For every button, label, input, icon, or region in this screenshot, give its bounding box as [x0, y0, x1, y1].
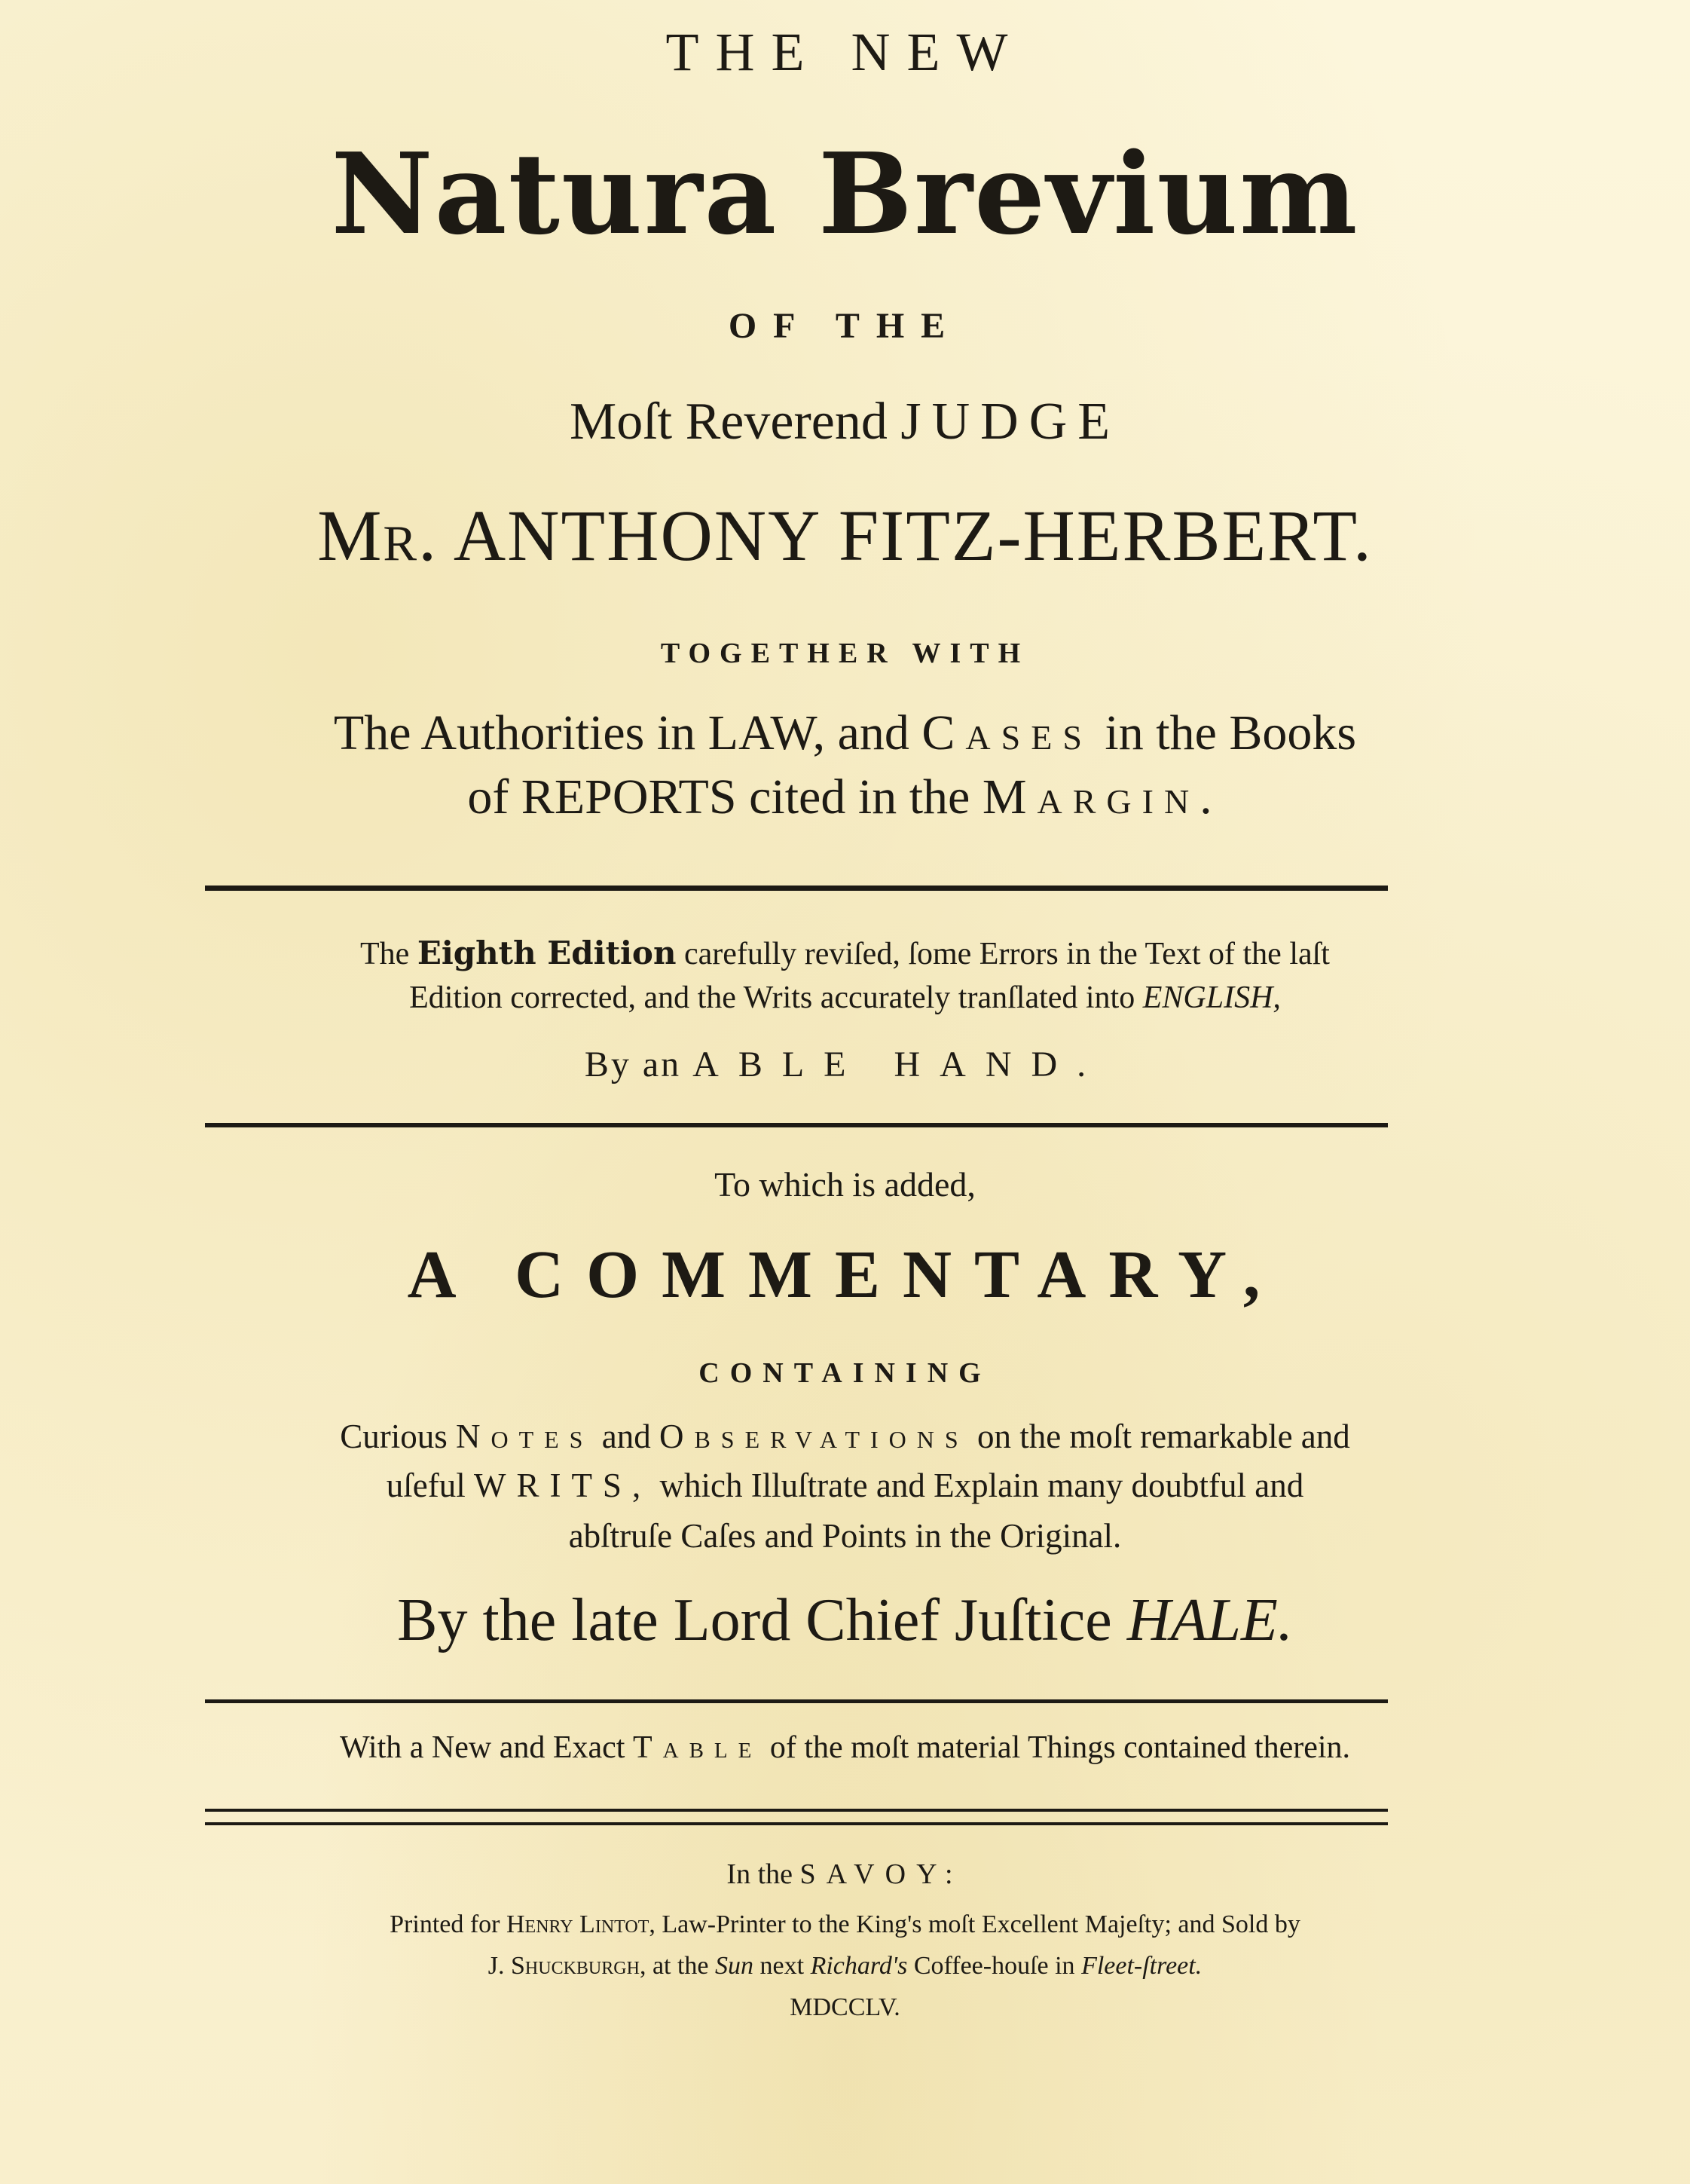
english-text: ENGLISH,	[1142, 980, 1281, 1015]
and-text-2: and	[601, 1418, 651, 1455]
sun-text: Sun	[715, 1952, 754, 1980]
next-text: next	[759, 1952, 805, 1980]
fleet-street-text: Fleet-ſtreet.	[1081, 1952, 1203, 1980]
abstruse-line: abſtruſe Caſes and Points in the Original.	[568, 1517, 1122, 1555]
table-line	[0, 1730, 1690, 1766]
title-natura-brevium: Natura Brevium	[331, 128, 1359, 259]
printed-for-text: Printed for	[390, 1910, 500, 1938]
useful-text: uſeful	[386, 1467, 466, 1504]
able-hand-line	[0, 1044, 1690, 1085]
lord-chief-justice-text: By the late Lord Chief Juſtice	[397, 1587, 1112, 1653]
title-of-the: OF THE	[728, 306, 962, 346]
margin-text: Margin.	[982, 769, 1223, 824]
books-text: in the Books	[1105, 705, 1357, 760]
translated-line	[0, 980, 1690, 1016]
writs-text: WRITS,	[473, 1467, 652, 1504]
remarkable-text: on the moſt remarkable and	[976, 1418, 1350, 1455]
authorities-line	[0, 705, 1690, 762]
table-text: Table	[632, 1730, 762, 1765]
authorities-text: The Authorities in	[333, 705, 696, 760]
shuckburgh-text: Shuckburgh,	[511, 1952, 646, 1980]
containing: CONTAINING	[698, 1357, 992, 1389]
illustrate-text: which Illuſtrate and Explain many doubtful and	[659, 1467, 1304, 1504]
sold-by-line	[0, 1952, 1690, 1981]
most-reverend-text: Moſt Reverend	[569, 393, 888, 451]
writs-line	[0, 1466, 1690, 1505]
richards-text: Richard's	[810, 1952, 908, 1980]
able-hand-text: ABLE HAND.	[692, 1045, 1106, 1084]
j-text: J.	[487, 1952, 505, 1980]
lintot-text: Henry Lintot,	[506, 1910, 656, 1938]
reports-line	[0, 769, 1690, 826]
in-the-text: In the	[726, 1858, 793, 1890]
coffee-house-text: Coffee-houſe in	[913, 1952, 1075, 1980]
hale-text: HALE.	[1126, 1587, 1293, 1653]
corrected-text: Edition corrected, and the Writs accurately tranſlated into	[409, 980, 1135, 1015]
rule-1	[205, 886, 1388, 891]
new-exact-text: With a New and Exact	[339, 1730, 625, 1765]
at-the-text: at the	[652, 1952, 709, 1980]
notes-line	[0, 1417, 1690, 1456]
imprint-year: MDCCLV.	[790, 1993, 900, 2021]
savoy-text: SAVOY:	[799, 1858, 964, 1890]
eighth-edition-text: Eighth Edition	[417, 934, 677, 971]
material-things-text: of the moſt material Things contained therein.	[769, 1730, 1351, 1765]
rule-4a	[205, 1809, 1388, 1812]
reports-text: REPORTS	[521, 769, 737, 824]
cases-text: Cases	[921, 705, 1093, 760]
printed-for-line	[0, 1910, 1690, 1939]
cited-text: cited in the	[749, 769, 970, 824]
of-text: of	[467, 769, 509, 824]
together-with: TOGETHER WITH	[660, 638, 1030, 669]
law-text: LAW,	[707, 705, 826, 760]
and-text: and	[837, 705, 909, 760]
to-which-is-added: To which is added,	[714, 1165, 976, 1204]
hale-line	[0, 1586, 1690, 1655]
savoy-line	[0, 1858, 1690, 1891]
edition-line	[0, 934, 1690, 972]
curious-text: Curious	[340, 1418, 448, 1455]
observations-text: Observations	[659, 1418, 969, 1455]
title-the-new: THE NEW	[665, 22, 1025, 82]
revised-text: carefully reviſed, ſome Errors in the Text of the laſt	[683, 937, 1330, 971]
notes-text: Notes	[455, 1418, 594, 1455]
judge-text: JUDGE	[900, 393, 1120, 451]
law-printer-text: Law-Printer to the King's moſt Excellent Majeſty; and Sold by	[662, 1910, 1300, 1938]
rule-4b	[205, 1822, 1388, 1825]
rule-2	[205, 1123, 1388, 1127]
author-name: Mr. ANTHONY FITZ-HERBERT.	[317, 495, 1373, 576]
the-text: The	[360, 937, 410, 971]
title-most-reverend-judge	[0, 392, 1690, 452]
rule-3	[205, 1699, 1388, 1703]
a-commentary: A COMMENTARY,	[407, 1237, 1283, 1312]
by-an-text: By an	[584, 1045, 682, 1084]
